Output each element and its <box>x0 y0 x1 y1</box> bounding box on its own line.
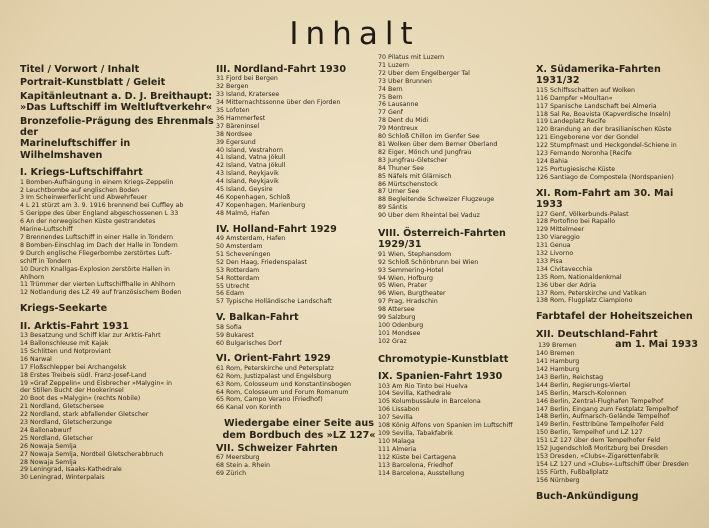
list-item: 57 Typische Holländische Landschaft <box>216 298 332 306</box>
list-item: 39 Egersund <box>216 138 256 146</box>
list-item: 54 Rotterdam <box>216 274 260 282</box>
list-item: 108 König Alfons von Spanien im Luftschiff <box>378 422 513 430</box>
list-item: 45 Island, Geysire <box>216 186 273 194</box>
list-item: 86 Mürtschenstock <box>378 180 438 188</box>
list-item: 75 Bern <box>378 93 403 101</box>
list-item: 70 Pilatus mit Luzern <box>378 54 445 61</box>
list-item: 53 Rotterdam <box>216 266 260 274</box>
section-list <box>378 251 534 346</box>
deutsch-date-row <box>536 340 702 350</box>
section-list <box>216 454 382 478</box>
list-item: 25 Nordland, Gletscher <box>20 434 93 442</box>
list-item: 22 Nordland, stark abfallender Gletscher <box>20 411 149 419</box>
list-item: Ahlhorn <box>20 273 45 281</box>
list-item: 150 Berlin, Tempelhof und LZ 127 <box>536 429 643 437</box>
toc-heading: Chromotypie-Kunstblatt <box>378 353 509 365</box>
list-item: 138 Rom, Flugplatz Ciampiono <box>536 297 633 305</box>
section-list <box>20 179 214 298</box>
list-item: 139 Bremen <box>538 342 577 350</box>
list-item: 67 Meersburg <box>216 454 260 462</box>
section-list <box>378 54 534 220</box>
list-item: 89 Säntis <box>378 204 408 212</box>
list-item: 95 Wien, Prater <box>378 282 427 290</box>
toc-heading: Marineluftschiffer in Wilhelmshaven <box>20 138 131 161</box>
toc-column-2 <box>216 64 382 478</box>
list-item: 152 Jugendschloß Moritzburg bei Dresden <box>536 445 668 453</box>
list-item: 73 Über Brunnen <box>378 77 432 85</box>
list-item: 4 L 21 stürzt am 3. 9. 1916 brennend bei Cuffley ab <box>20 202 184 210</box>
list-item: 127 Genf, Völkerbunds-Palast <box>536 210 629 218</box>
list-item: 24 Ballonabwurf <box>20 426 72 434</box>
toc-heading: Titel / Vorwort / Inhalt <box>20 64 140 75</box>
list-item: 30 Leningrad, Winterpalais <box>20 474 105 482</box>
toc-heading: »Das Luftschiff im Weltluftverkehr« <box>20 102 213 114</box>
list-item: 131 Genua <box>536 242 571 250</box>
list-item: 14 Ballonschleuse mit Kajak <box>20 339 109 347</box>
list-item: 84 Thuner See <box>378 164 425 172</box>
section-list <box>378 383 534 478</box>
list-item: 36 Hammerfest <box>216 114 266 122</box>
list-item: 92 Schloß Schönbrunn bei Wien <box>378 258 479 266</box>
list-item: 93 Semmering-Hotel <box>378 266 444 274</box>
intro-entries <box>20 64 214 161</box>
list-item: 129 Mittelmeer <box>536 226 585 234</box>
list-item: 106 Lissabon <box>378 406 420 414</box>
list-item: 63 Rom, Colosseum und Konstantinsbogen <box>216 380 351 388</box>
list-item: 128 Portofino bei Rapallo <box>536 218 616 226</box>
toc-heading: Kapitänleutnant a. D. J. Breithaupt: <box>20 90 213 102</box>
list-item: 2 Leuchtbombe auf englischen Boden <box>20 186 140 194</box>
list-item: 31 Fjord bei Bergen <box>216 75 278 83</box>
list-item: 124 Bahia <box>536 157 568 165</box>
list-item: 56 Edam <box>216 290 244 298</box>
list-item: 61 Rom, Peterskirche und Petersplatz <box>216 364 334 372</box>
list-item: 88 Begleitende Schweizer Flugzeuge <box>378 196 495 204</box>
list-item: 90 Über dem Rheintal bei Vaduz <box>378 212 480 220</box>
list-item: 40 Island, Vestrahorn <box>216 146 283 154</box>
list-item: 62 Rom, Justizpalast und Engelsburg <box>216 372 332 380</box>
list-item: 65 Rom, Campo Verano (Friedhof) <box>216 396 323 404</box>
list-item: 110 Malaga <box>378 437 415 445</box>
list-item: 99 Salzburg <box>378 314 416 322</box>
list-item: 29 Leningrad, Isaaks-Kathedrale <box>20 466 122 474</box>
list-item: 5 Gerippe des über England abgeschossenen L 33 <box>20 210 179 218</box>
list-item: 116 Dampfer »Moultan« <box>536 94 613 102</box>
list-item: 50 Amsterdam <box>216 243 263 251</box>
section-list <box>216 324 382 348</box>
list-item: 23 Nordland, Gletscherzunge <box>20 419 112 427</box>
list-item: 21 Nordland, Gletschersee <box>20 403 104 411</box>
list-item: 137 Rom, Peterskirche und Vatikan <box>536 289 647 297</box>
section-heading: VI. Orient-Fahrt 1929 <box>216 353 331 365</box>
list-item: 10 Durch Knallgas-Explosion zerstörte Hallen in <box>20 265 170 273</box>
section-date: am 1. Mai 1933 <box>615 339 698 351</box>
list-item: 51 Scheveningen <box>216 250 271 258</box>
list-item: 8 Bomben-Einschlag im Dach der Halle in Tondern <box>20 241 178 249</box>
list-item: 81 Wolken über dem Berner Oberland <box>378 140 498 148</box>
list-item: 1 Bomben-Aufhängung in einem Kriegs-Zeppelin <box>20 178 174 186</box>
list-item: 80 Schloß Chillon im Genfer See <box>378 133 480 141</box>
list-item: 101 Mondsee <box>378 329 421 337</box>
list-item: 148 Berlin, Aufmarsch-Gelände Tempelhof <box>536 413 670 421</box>
list-item: 119 Landeplatz Recife <box>536 118 606 126</box>
list-item: 15 Schlitten und Notproviant <box>20 347 111 355</box>
list-item: 115 Schiffsschatten auf Wolken <box>536 86 636 94</box>
list-item: 142 Hamburg <box>536 366 580 373</box>
list-item: 72 Über dem Engelberger Tal <box>378 69 470 77</box>
list-item: 55 Utrecht <box>216 282 250 290</box>
list-item: 7 Brennendes Luftschiff in einer Halle in Tondern <box>20 234 173 241</box>
list-item: 38 Nordsee <box>216 130 253 138</box>
list-item: 100 Ödenburg <box>378 322 424 329</box>
section-heading: XI. Rom-Fahrt am 30. Mai 1933 <box>536 187 674 211</box>
list-item: 113 Barcelona, Friedhof <box>378 461 453 469</box>
section-list <box>20 332 214 482</box>
list-item: 9 Durch englische Fliegerbombe zerstörtes Luft- <box>20 249 172 257</box>
list-item: 17 Floßschlepper bei Archangelsk <box>20 363 127 371</box>
list-item: 94 Wien, Hofburg <box>378 274 433 282</box>
list-item: 153 Dresden, »Clubs«-Zigarettenfabrik <box>536 452 659 460</box>
list-item: 136 Über der Adria <box>536 281 596 289</box>
list-item: 87 Urner See <box>378 188 420 196</box>
list-item: 49 Amsterdam, Hafen <box>216 235 286 243</box>
list-item: 135 Rom, Nationaldenkmal <box>536 273 622 281</box>
list-item: 66 Kanal von Korinth <box>216 404 282 412</box>
list-item: 112 Küste bei Cartagena <box>378 453 456 461</box>
list-item: 69 Zürich <box>216 470 247 478</box>
section-heading: IX. Spanien-Fahrt 1930 <box>378 371 503 383</box>
list-item: der Stillen Bucht der Hookerinsel <box>20 387 124 395</box>
toc-heading: Farbtafel der Hoheitszeichen <box>536 311 693 323</box>
list-item: 117 Spanische Landschaft bei Almeria <box>536 102 657 110</box>
section-heading: IV. Holland-Fahrt 1929 <box>216 223 337 235</box>
list-item: 122 Stumpfmast und Heckgondel-Schiene in <box>536 142 677 150</box>
list-item: 155 Fürth, Fußballplatz <box>536 468 609 476</box>
list-item: 33 Island, Kratersee <box>216 91 280 99</box>
list-item: 74 Bern <box>378 85 403 93</box>
list-item: 20 Boot des »Malygin« (rechts Nobile) <box>20 395 141 403</box>
section-heading: II. Arktis-Fahrt 1931 <box>20 320 129 332</box>
section-list <box>216 75 382 217</box>
list-item: 76 Lausanne <box>378 101 419 109</box>
list-item: 103 Am Rio Tinto bei Huelva <box>378 382 468 390</box>
list-item: 64 Rom, Colosseum und Forum Romanum <box>216 388 349 396</box>
list-item: 125 Portugiesische Küste <box>536 165 616 173</box>
list-item: 78 Dent du Midi <box>378 117 429 125</box>
section-list <box>216 365 382 412</box>
list-item: 6 An der norwegischen Küste gestrandetes <box>20 218 156 226</box>
section-heading: VII. Schweizer Fahrten <box>216 443 338 455</box>
list-item: 12 Notlandung des LZ 49 auf französischem Boden <box>20 289 182 297</box>
list-item: 32 Bergen <box>216 83 249 91</box>
section-heading: V. Balkan-Fahrt <box>216 312 299 324</box>
list-item: schiff in Tondern <box>20 257 72 265</box>
list-item: 41 Island, Vatna Jökull <box>216 154 286 162</box>
list-item: 60 Bulgarisches Dorf <box>216 339 282 347</box>
list-item: 96 Wien, Burgtheater <box>378 290 446 298</box>
list-item: 85 Näfels mit Glärnisch <box>378 172 452 180</box>
list-item: Marine-Luftschiff <box>20 226 73 234</box>
list-item: 134 Civitavecchia <box>536 265 593 273</box>
list-item: 11 Trümmer der vierten Luftschiffhalle in Ahlhorn <box>20 281 176 289</box>
list-item: 48 Malmö, Hafen <box>216 209 270 217</box>
list-item: 26 Nowaja Semlja <box>20 442 77 450</box>
section-list <box>536 87 702 182</box>
list-item: 141 Hamburg <box>536 358 580 366</box>
list-item: 105 Kolumbussäule in Barcelona <box>378 398 481 406</box>
list-item: 37 Bäreninsel <box>216 122 260 130</box>
list-item: 149 Berlin, Festtribüne Tempelhofer Feld <box>536 421 664 429</box>
list-item: 145 Berlin, Marsch-Kolonnen <box>536 389 627 397</box>
list-item: 118 Sal Re, Boavista (Kapverdische Inseln) <box>536 110 671 118</box>
list-item: 126 Santiago de Compostela (Nordspanien) <box>536 173 674 181</box>
list-item: 44 Island, Reykjavik <box>216 178 279 186</box>
list-item: 154 LZ 127 und »Clubs«-Luftschiff über Dresden <box>536 460 689 468</box>
list-item: 35 Lofoten <box>216 107 250 115</box>
list-item: 130 Viareggio <box>536 234 580 242</box>
list-item: 140 Bremen <box>536 350 575 358</box>
section-heading: III. Nordland-Fahrt 1930 <box>216 64 347 75</box>
list-item: 77 Genf <box>378 109 403 117</box>
section-list <box>216 235 382 306</box>
toc-column-3 <box>378 54 534 477</box>
list-item: 68 Stein a. Rhein <box>216 462 270 470</box>
list-item: 114 Barcelona, Ausstellung <box>378 469 465 477</box>
section-heading: XII. Deutschland-Fahrt <box>536 328 658 340</box>
section-heading: I. Kriegs-Luftschiffahrt <box>20 167 143 179</box>
list-item: 98 Attersee <box>378 306 415 314</box>
list-item: 144 Berlin, Regierungs-Viertel <box>536 381 631 389</box>
list-item: 27 Nowaja Semlja, Nordteil Gletscherabbruch <box>20 450 164 458</box>
section-list <box>536 350 702 484</box>
list-item: 3 Im Scheinwerferlicht und Abwehrfeuer <box>20 194 148 202</box>
section-list <box>536 211 702 306</box>
list-item: 58 Sofia <box>216 323 242 331</box>
toc-heading: Portrait-Kunstblatt / Geleit <box>20 77 166 89</box>
list-item: 111 Almeria <box>378 445 417 453</box>
list-item: 59 Bukarest <box>216 331 254 339</box>
list-item: 147 Berlin, Eingang zum Festplatz Tempelhof <box>536 405 679 413</box>
list-item: 83 Jungfrau-Gletscher <box>378 156 448 164</box>
list-item: 107 Sevilla <box>378 414 413 422</box>
list-item: 151 LZ 127 über dem Tempelhofer Feld <box>536 437 661 445</box>
toc-heading: Bronzefolie-Prägung des Ehrenmals der <box>20 115 214 139</box>
list-item: 104 Sevilla, Kathedrale <box>378 390 452 398</box>
list-item: 156 Nürnberg <box>536 476 580 484</box>
list-item: 42 Island, Vatna Jökull <box>216 162 286 170</box>
list-item: 47 Kopenhagen, Marienburg <box>216 201 306 209</box>
list-item: 91 Wien, Stephansdom <box>378 250 452 258</box>
list-item: 46 Kopenhagen, Schloß <box>216 194 291 201</box>
list-item: 19 »Graf Zeppelin« und Eisbrecher »Malygin« in <box>20 379 172 387</box>
list-item: 13 Besatzung und Schiff klar zur Arktis-Fahrt <box>20 332 161 340</box>
list-item: 43 Island, Reykjavik <box>216 170 279 178</box>
toc-heading: Kriegs-Seekarte <box>20 303 108 315</box>
list-item: 79 Montreux <box>378 125 418 133</box>
list-item: 146 Berlin, Zentral-Flughafen Tempelhof <box>536 397 664 405</box>
list-item: 143 Berlin, Reichstag <box>536 373 604 381</box>
list-item: 34 Mitternachtssonne über den Fjorden <box>216 99 341 107</box>
list-item: 133 Pisa <box>536 257 563 265</box>
toc-column-1 <box>20 64 214 482</box>
list-item: 82 Eiger, Mönch und Jungfrau <box>378 148 472 156</box>
list-item: 123 Fernando Noronha [Recife <box>536 150 632 158</box>
page-title: Inhalt <box>289 16 420 52</box>
list-item: 18 Erstes Treibeis südl. Franz-Josef-Land <box>20 371 147 379</box>
list-item: 28 Nowaja Semlja <box>20 458 77 466</box>
toc-column-4 <box>536 64 702 502</box>
list-item: 121 Eingeborene vor der Gondel <box>536 134 639 142</box>
toc-heading: Buch-Ankündigung <box>536 490 639 502</box>
toc-heading: Wiedergabe einer Seite aus dem Bordbuch des »LZ 127« <box>222 418 376 441</box>
list-item: 71 Luzern <box>378 61 410 69</box>
list-item: 102 Graz <box>378 337 407 345</box>
list-item: 120 Brandung an der brasilianischen Küste <box>536 126 672 134</box>
list-item: 16 Narwal <box>20 355 52 363</box>
section-heading: X. Südamerika-Fahrten 1931/32 <box>536 64 661 87</box>
list-item: 97 Prag, Hradschin <box>378 298 438 306</box>
list-item: 132 Livorno <box>536 250 574 258</box>
list-item: 109 Sevilla, Tabakfabrik <box>378 429 453 437</box>
list-item: 52 Den Haag, Friedenspalast <box>216 258 307 266</box>
section-heading: VIII. Österreich-Fahrten 1929/31 <box>378 228 506 251</box>
